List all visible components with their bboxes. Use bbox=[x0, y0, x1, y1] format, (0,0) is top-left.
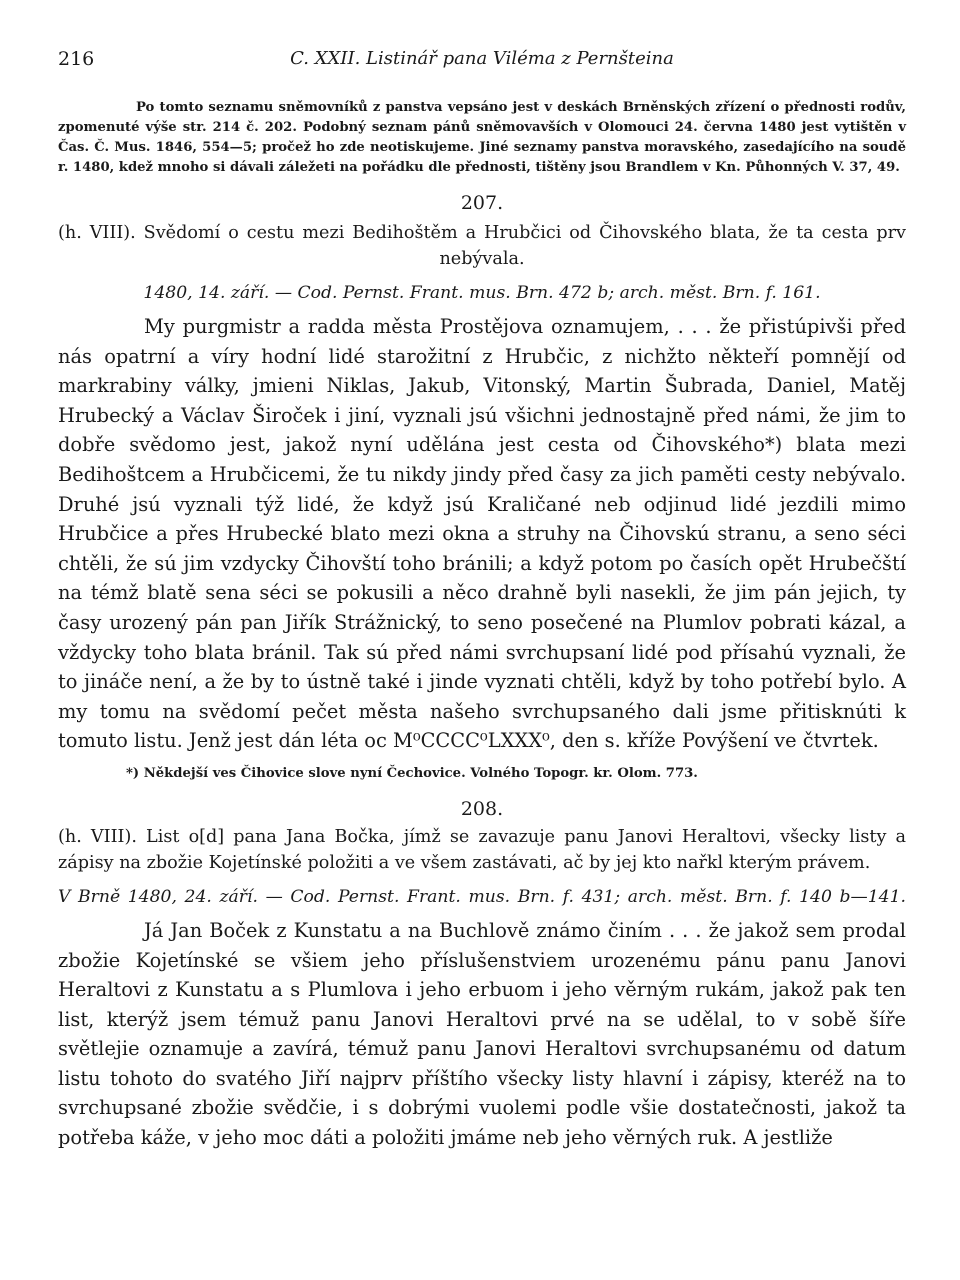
entry-source: 1480, 14. září. — Cod. Pernst. Frant. mus. Brn. 472 b; arch. měst. Brn. f. 161. bbox=[143, 283, 821, 303]
entry-207 bbox=[58, 190, 906, 784]
running-head bbox=[58, 44, 906, 80]
page-number: 216 bbox=[58, 48, 95, 70]
top-note: Po tomto seznamu sněmovníků z panstva vepsáno jest v deskách Brněnských zřízení o přednosti rodův, zpomenuté výše str. 214 č. 202. Podobný seznam pánů sněmovavších v Olomouci 24. června 1480 jest vytištěn v Čas. Č. Mus. 1846, 554—5; pročež ho zde neotiskujeme. Jiné seznamy panstva moravského, zasedajícího na soudě r. 1480, kdež mnoho si dávali záležeti na pořádku dle přednosti, tištěny jsou Brandlem v Kn. Půhonných V. 37, 49. bbox=[58, 100, 906, 175]
entry-source: V Brně 1480, 24. září. — Cod. Pernst. Frant. mus. Brn. f. 431; arch. měst. Brn. f. 140 b—141. bbox=[58, 886, 906, 907]
footnote: *) Někdejší ves Čihovice slove nyní Čechovice. Volného Topogr. kr. Olom. 773. bbox=[126, 765, 698, 781]
entry-number: 208. bbox=[460, 797, 504, 820]
entry-number: 207. bbox=[460, 192, 504, 214]
running-title: C. XXII. Listinář pana Viléma z Pernšteina bbox=[290, 48, 674, 69]
entry-regest: (h. VIII). Svědomí o cestu mezi Bedihoštěm a Hrubčici od Čihovského blata, že ta cesta prv nebývala. bbox=[58, 223, 906, 269]
entry-body-text: Já Jan Boček z Kunstatu a na Buchlově známo činím . . . že jakož sem prodal zbožie Kojetínské se všiem jeho příslušenstviem urozenému pánu panu Janovi Heraltovi z Kunstatu a s Plumlova i jeho erbuom i jeho věrným rukám, jakož pak ten list, kterýž jsem témuž panu Janovi Heraltovi prvé na se udělal, to v sobě šíře světlejie oznamuje a zavírá, témuž panu Janovi Heraltovi svrchupsanému od datum listu tohoto do svatého Jiří najprv příštího všecky listy hlavní i zápisy, kteréž na to svrchupsané zbožie svědčie, i s dobrými vuolemi podle všie dostatečnosti, jakož ta potřeba káže, v jeho moc dáti a položiti jmáme neb jeho věrných ruk. A jestliže bbox=[58, 918, 906, 1150]
entry-regest: (h. VIII). List o[d] pana Jana Bočka, jímž se zavazuje panu Janovi Heraltovi, všecky listy a zápisy na zbožie Kojetínské položiti a ve všem zastávati, ač by jej kto nařkl kterým právem. bbox=[58, 826, 906, 873]
entry-body-text: My purgmistr a radda města Prostějova oznamujem, . . . že přistúpivši před nás opatrní a víry hodní lidé starožitní z Hrubčic, z nichžto někteří pomnějí od markrabiny války, jmieni Niklas, Jakub, Vitonský, Martin Šubrada, Daniel, Matěj Hrubecký a Václav Široček i jiní, vyznali jsú všichni jednostajně před námi, že jim to dobře svědomo jest, jakož nyní udělána jest cesta od Čihovského*) blata mezi Bedihoštcem a Hrubčicemi, že tu nikdy jindy před časy za jich paměti cesty nebývalo. Druhé jsú vyznali týž lidé, že když jsú Kraličané neb odjinud lidé jezdili mimo Hrubčice a přes Hrubecké blato mezi okna a struhy na Čihovskú stranu, a seno séci chtěli, že sú jim vzdycky Čihovští toho bránili; a když potom po časích opět Hrubečští na témž blatě sena séci se pokusili a něco drahně byli nasekli, že jim pán jejich, ty časy urozený pán pan Jiřík Strážnický, to seno posečené na Plumlov pobrati kázal, a vždycky toho blata bránil. Tak sú před námi svrchupsaní lidé pod přísahú vyznali, že to jináče není, a že by to ústně také i jinde vyznati chtěli, když by toho potřebí bylo. A my tomu na svědomí pečet města našeho svrchupsaného dali jsme přitisknúti k tomuto listu. Jenž jest dán léta oc M⁰CCCC⁰LXXX⁰, den s. kříže Povýšení ve čtvrtek. bbox=[58, 315, 906, 753]
document-page bbox=[58, 44, 906, 1153]
entry-208 bbox=[58, 796, 906, 1153]
